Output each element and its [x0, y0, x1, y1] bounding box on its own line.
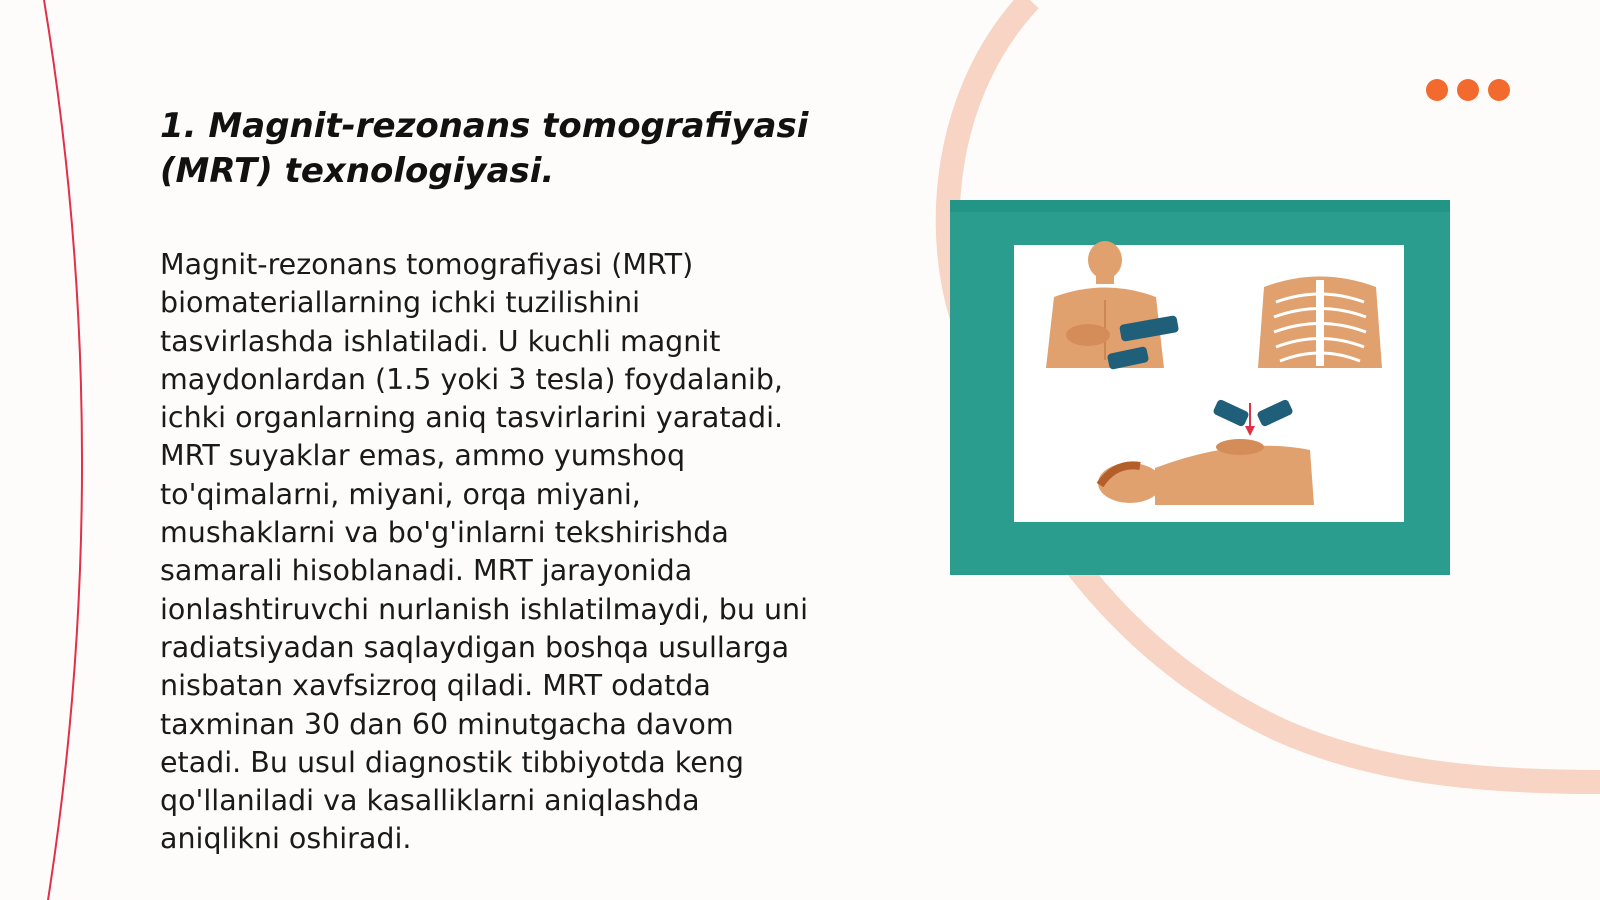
cpr-illustration: [950, 200, 1450, 575]
ellipsis-dots-icon: [1426, 79, 1512, 101]
slide-title: 1. Magnit-rezonans tomografiyasi (MRT) texnologiyasi.: [160, 106, 809, 191]
dot: [1488, 79, 1510, 101]
dot: [1426, 79, 1448, 101]
rib-cage-figure: [1258, 277, 1382, 369]
slide-body-text: Magnit-rezonans tomografiyasi (MRT) biomateriallarning ichki tuzilishini tasvirlashda ishlatiladi. U kuchli magnit maydonlardan (1.5 yoki 3 tesla) foydalanib, ichki organlarning aniq tasvirlarini yaratadi. MRT suyaklar emas, ammo yumshoq to'qimalarni, miyani, orqa miyani, mushaklarni va bo'g'inlarni tekshirishda samarali hisoblanadi. MRT jarayonida ionlashtiruvchi nurlanish ishlatilmaydi, bu uni radiatsiyadan saqlaydigan boshqa usullarga nisbatan xavfsizroq qiladi. MRT odatda taxminan 30 dan 60 minutgacha davom etadi. Bu usul diagnostik tibbiyotda keng qo'llaniladi va kasalliklarni aniqlashda aniqlikni oshiradi.: [160, 248, 809, 856]
dot: [1457, 79, 1479, 101]
red-side-curve: [44, 0, 82, 900]
